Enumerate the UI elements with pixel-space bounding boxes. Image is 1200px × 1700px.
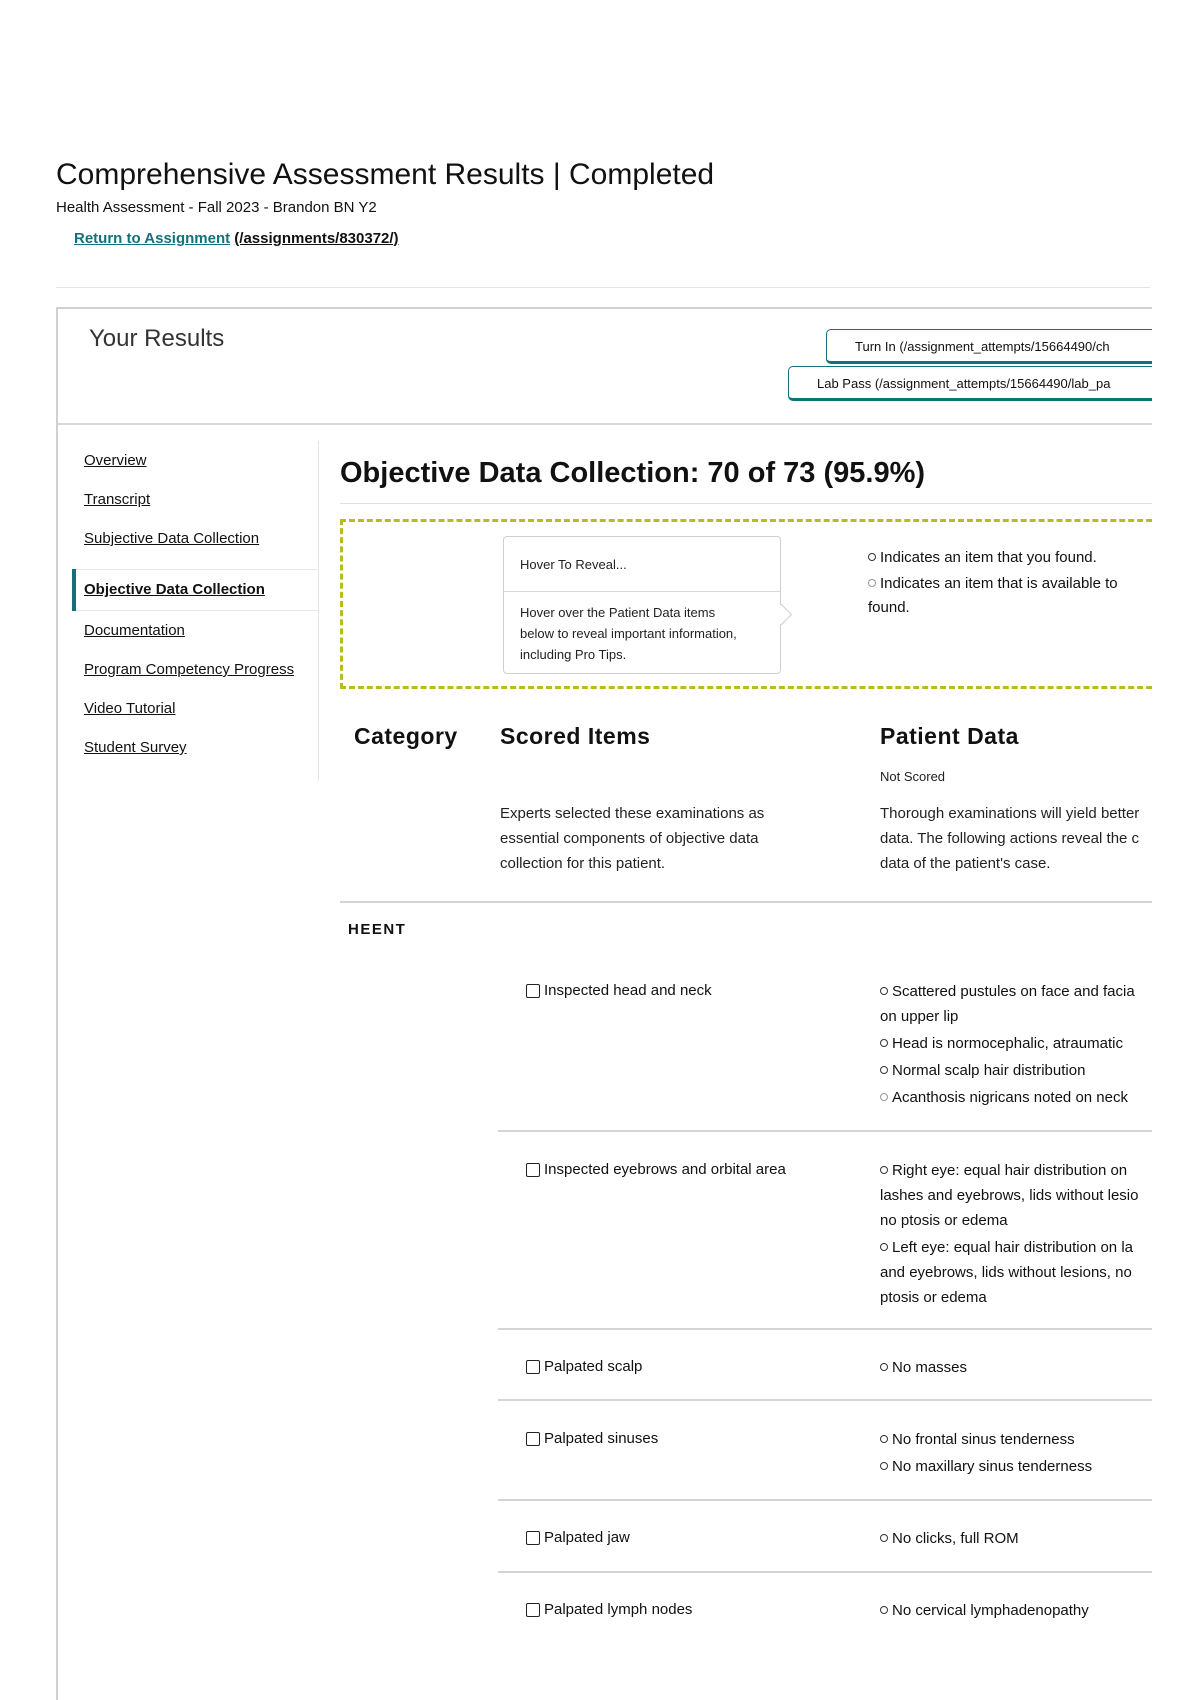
patient-finding[interactable] [880,1598,1089,1623]
return-to-assignment [74,230,399,247]
checkbox-icon [526,984,540,998]
found-dot-icon [880,1243,888,1251]
found-dot-icon [880,1363,888,1371]
legend-available [868,572,1118,596]
legend-box [340,519,1152,689]
nav-video-tutorial[interactable]: Video Tutorial [84,700,176,717]
tooltip-line: including Pro Tips. [520,647,627,662]
found-dot-icon [880,1435,888,1443]
description-line: Experts selected these examinations as [500,805,765,822]
scored-item-row[interactable] [526,1358,642,1375]
description-line: data of the patient's case. [880,855,1051,872]
nav-transcript[interactable]: Transcript [84,491,151,508]
row-divider [498,1328,1152,1330]
scored-item-label: Palpated sinuses [544,1430,659,1447]
nav-subjective-data-collection[interactable]: Subjective Data Collection [84,530,260,547]
finding-text: Normal scalp hair distribution [892,1062,1086,1079]
patient-finding[interactable] [880,1427,1075,1452]
nav-active-indicator [72,569,76,611]
finding-text: Left eye: equal hair distribution on la [892,1239,1133,1256]
patient-finding[interactable] [880,1235,1133,1260]
patient-finding[interactable] [880,1085,1128,1110]
tooltip-line: below to reveal important information, [520,626,737,641]
row-divider [498,1571,1152,1573]
scored-item-row[interactable] [526,982,712,999]
finding-continuation: on upper lip [880,1008,959,1025]
checkbox-icon [526,1360,540,1374]
row-divider [498,1130,1152,1132]
legend-found-text: Indicates an item that you found. [880,549,1097,566]
not-scored-label: Not Scored [880,769,946,784]
scored-item-row[interactable] [526,1529,630,1546]
finding-text: No clicks, full ROM [892,1530,1019,1547]
return-path-text: (/assignments/830372/) [234,230,399,247]
checkbox-icon [526,1163,540,1177]
description-line: Thorough examinations will yield better [880,805,1140,822]
finding-continuation: ptosis or edema [880,1289,987,1306]
tooltip-divider [504,591,780,592]
tooltip-pointer [771,604,792,625]
description-line: data. The following actions reveal the c [880,830,1140,847]
finding-text: Acanthosis nigricans noted on neck [892,1089,1128,1106]
row-divider [498,1499,1152,1501]
checkbox-icon [526,1432,540,1446]
scored-items-description [500,801,764,876]
found-dot-icon [880,1066,888,1074]
found-dot-icon [880,1166,888,1174]
finding-text: Head is normocephalic, atraumatic [892,1035,1123,1052]
finding-continuation: lashes and eyebrows, lids without lesio [880,1187,1139,1204]
scored-item-label: Inspected head and neck [544,982,712,999]
scored-item-label: Palpated lymph nodes [544,1601,693,1618]
scored-item-label: Inspected eyebrows and orbital area [544,1161,786,1178]
tooltip-body [520,602,770,665]
found-dot-icon [880,1606,888,1614]
available-dot-icon [868,579,876,587]
scored-item-row[interactable] [526,1430,658,1447]
nav-program-competency-progress[interactable]: Program Competency Progress [84,661,295,678]
description-line: collection for this patient. [500,855,666,872]
col-header-scored-items: Scored Items [500,723,651,749]
panel-divider [58,423,1152,425]
finding-text: No masses [892,1359,968,1376]
nav-student-survey[interactable]: Student Survey [84,739,187,756]
patient-finding[interactable] [880,979,1135,1004]
section-title: Objective Data Collection: 70 of 73 (95.9%) [340,457,926,489]
finding-text: No frontal sinus tenderness [892,1431,1075,1448]
tooltip-heading: Hover To Reveal... [520,557,627,572]
found-dot-icon [880,1039,888,1047]
turn-in-button[interactable]: Turn In (/assignment_attempts/15664490/ch [826,329,1152,364]
finding-text: No cervical lymphadenopathy [892,1602,1089,1619]
checkbox-icon [526,1531,540,1545]
checkbox-icon [526,1603,540,1617]
results-title: Your Results [89,325,225,352]
available-dot-icon [880,1093,888,1101]
tooltip-line: Hover over the Patient Data items [520,605,716,620]
finding-text: Right eye: equal hair distribution on [892,1162,1128,1179]
finding-continuation: and eyebrows, lids without lesions, no [880,1264,1132,1281]
row-divider [498,1399,1152,1401]
side-nav [72,441,319,781]
nav-overview[interactable]: Overview [84,452,147,469]
description-line: essential components of objective data [500,830,759,847]
scored-item-label: Palpated scalp [544,1358,643,1375]
found-dot-icon [880,987,888,995]
lab-pass-button[interactable]: Lab Pass (/assignment_attempts/15664490/lab_pa [788,366,1152,401]
category-heent: HEENT [348,921,407,938]
found-dot-icon [880,1534,888,1542]
page-title: Comprehensive Assessment Results | Completed [56,158,715,191]
return-to-assignment-link[interactable]: Return to Assignment [74,230,231,247]
course-subtitle: Health Assessment - Fall 2023 - Brandon BN Y2 [56,199,377,216]
scored-item-label: Palpated jaw [544,1529,630,1546]
patient-finding[interactable] [880,1355,967,1380]
scored-item-row[interactable] [526,1601,692,1618]
legend-available-cont: found. [868,599,910,616]
patient-finding[interactable] [880,1158,1127,1183]
patient-data-description [880,801,1139,876]
patient-finding[interactable] [880,1526,1019,1551]
legend-available-text: Indicates an item that is available to [880,575,1118,592]
results-panel [56,307,1152,1700]
finding-text: Scattered pustules on face and facia [892,983,1135,1000]
found-dot-icon [868,553,876,561]
header-divider [56,287,1150,288]
table-divider [340,901,1152,903]
nav-documentation[interactable]: Documentation [84,622,185,639]
finding-text: No maxillary sinus tenderness [892,1458,1093,1475]
col-header-patient-data: Patient Data [880,723,1019,749]
scored-item-row[interactable] [526,1161,786,1178]
nav-objective-data-collection[interactable]: Objective Data Collection [84,581,265,598]
patient-finding[interactable] [880,1031,1123,1056]
section-divider [340,503,1152,504]
patient-finding[interactable] [880,1454,1092,1479]
col-header-category: Category [354,723,458,749]
hover-tooltip-card[interactable] [503,536,781,674]
legend-found [868,546,1097,570]
patient-finding[interactable] [880,1058,1085,1083]
found-dot-icon [880,1462,888,1470]
finding-continuation: no ptosis or edema [880,1212,1008,1229]
